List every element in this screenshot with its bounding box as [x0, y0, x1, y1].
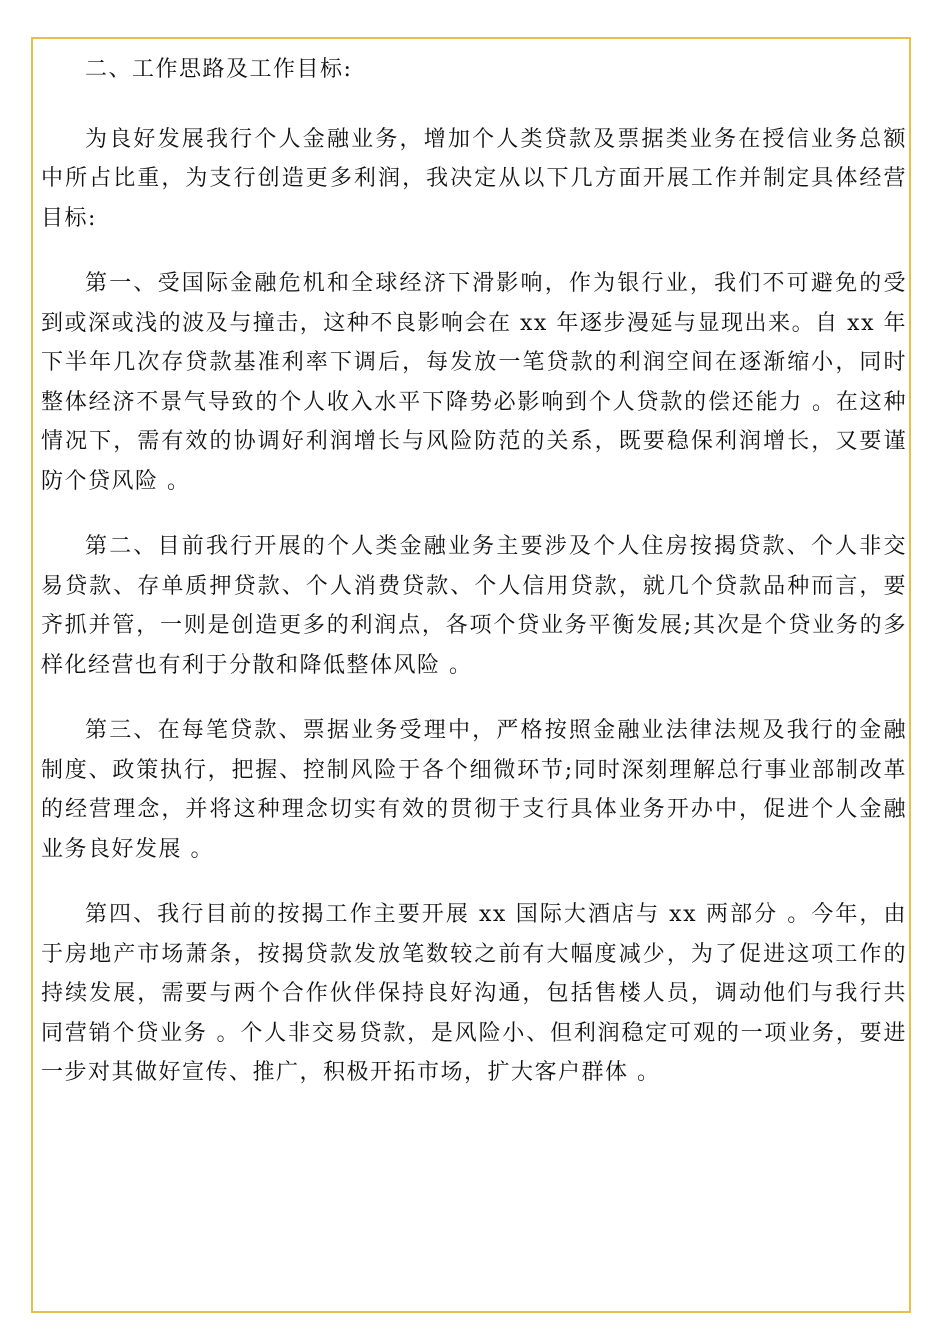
paragraph-third: 第三、在每笔贷款、票据业务受理中，严格按照金融业法律法规及我行的金融制度、政策执行，把握、控制风险于各个细微环节;同时深刻理解总行事业部制改革的经营理念，并将这种理念切实有效的贯彻于支行具体业务开办中，促进个人金融业务良好发展 。	[41, 718, 907, 862]
paragraph-intro: 为良好发展我行个人金融业务，增加个人类贷款及票据类业务在授信业务总额中所占比重，为支行创造更多利润，我决定从以下几方面开展工作并制定具体经营目标:	[41, 126, 907, 231]
section-heading: 二、工作思路及工作目标:	[85, 57, 353, 82]
document-body	[41, 50, 907, 1119]
paragraph-first: 第一、受国际金融危机和全球经济下滑影响，作为银行业，我们不可避免的受到或深或浅的波及与撞击，这种不良影响会在 xx 年逐步漫延与显现出来。自 xx 年下半年几次存贷款基准利率下调后，每发放一笔贷款的利润空间在逐渐缩小，同时整体经济不景气导致的个人收入水平下降势必影响到个人贷款的偿还能力 。在这种情况下，需有效的协调好利润增长与风险防范的关系，既要稳保利润增长，又要谨防个贷风险 。	[41, 271, 907, 494]
paragraph-fourth: 第四、我行目前的按揭工作主要开展 xx 国际大酒店与 xx 两部分 。今年，由于房地产市场萧条，按揭贷款发放笔数较之前有大幅度减少，为了促进这项工作的持续发展，需要与两个合作伙伴保持良好沟通，包括售楼人员，调动他们与我行共同营销个贷业务 。个人非交易贷款，是风险小、但利润稳定可观的一项业务，要进一步对其做好宣传、推广，积极开拓市场，扩大客户群体 。	[41, 902, 907, 1085]
paragraph-second: 第二、目前我行开展的个人类金融业务主要涉及个人住房按揭贷款、个人非交易贷款、存单质押贷款、个人消费贷款、个人信用贷款，就几个贷款品种而言，要齐抓并管，一则是创造更多的利润点，各项个贷业务平衡发展;其次是个贷业务的多样化经营也有利于分散和降低整体风险 。	[41, 534, 907, 678]
